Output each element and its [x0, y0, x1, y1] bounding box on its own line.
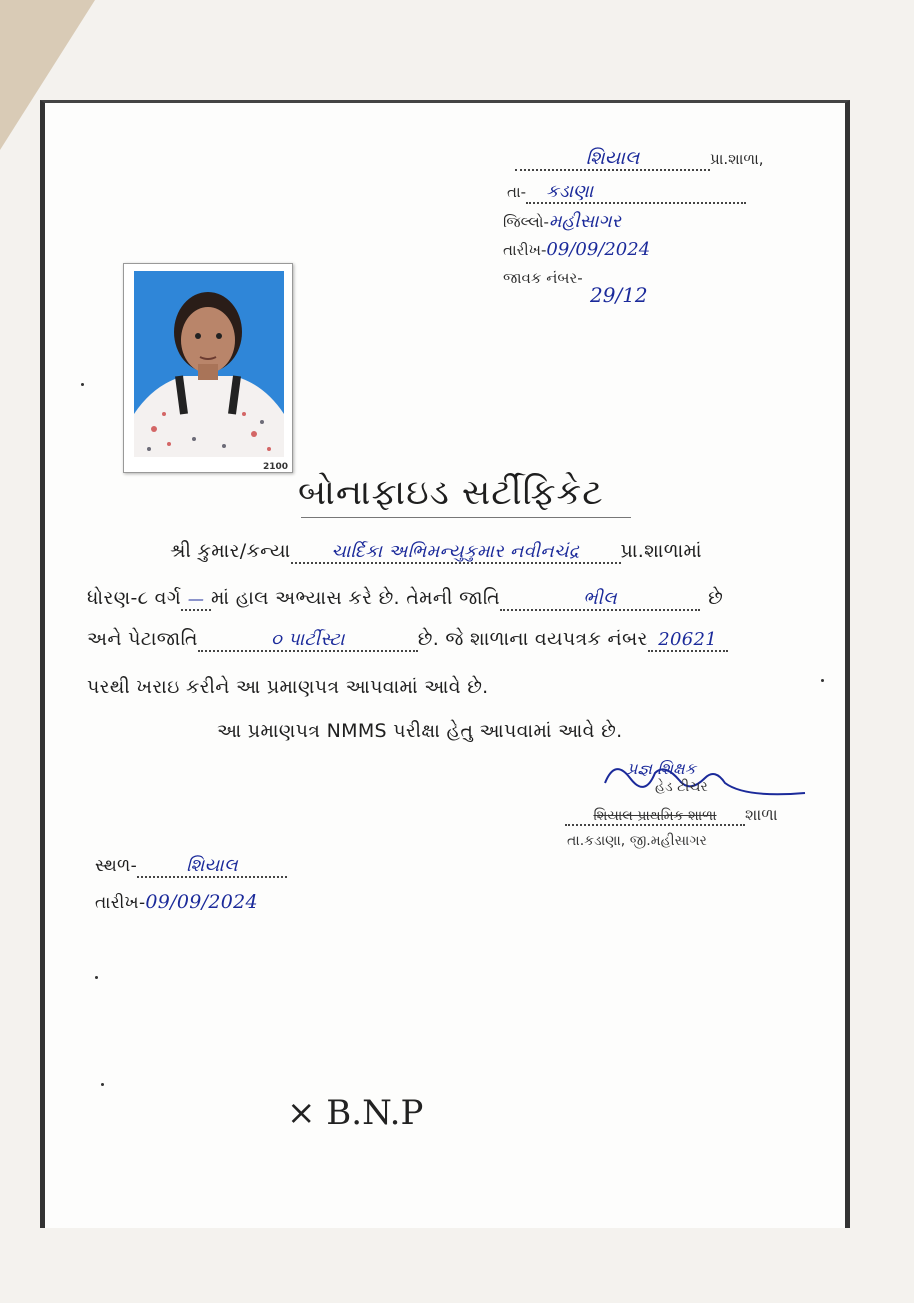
line3-mid: છે. જે શાળાના વયપત્રક નંબર	[417, 628, 648, 650]
header-taluka-hand: કડાણા	[546, 181, 594, 202]
stamp-designation: હેડ ટીચર	[655, 779, 708, 795]
speck	[95, 976, 98, 979]
footer-place-line	[95, 855, 287, 878]
line2-mid: માં હાલ અભ્યાસ કરે છે. તેમની જાતિ	[211, 587, 501, 609]
header-date-label: તારીખ-	[503, 241, 547, 259]
header-outward-label: જાવક નંબર-	[503, 269, 583, 287]
stamp-address: તા.કડાણા, જી.મહીસાગર	[567, 833, 707, 849]
footer-note-hand: × B.N.P	[287, 1093, 424, 1133]
caste-hand: ભીલ	[583, 588, 617, 609]
footer-date-line	[95, 891, 258, 913]
header-taluka-label: તા-	[507, 183, 527, 201]
header-school-line	[515, 147, 764, 171]
header-taluka-line	[507, 181, 746, 204]
register-hand: 20621	[658, 629, 718, 650]
stamp-school-name: શિયાલ પ્રાથમિક શાળા	[565, 808, 745, 826]
header-district-hand: મહીસાગર	[548, 211, 621, 232]
header-outward-hand: 29/12	[590, 283, 648, 307]
speck	[81, 383, 84, 386]
footer-date-label: તારીખ-	[95, 893, 146, 913]
certificate-sheet	[40, 100, 850, 1228]
footer-place-label: સ્થળ-	[95, 856, 138, 876]
stamp-school-suffix: શાળા	[745, 805, 778, 824]
certificate-title: બોનાફાઇડ સર્ટીફિકેટ	[298, 473, 604, 513]
body-line-3	[87, 628, 728, 652]
line3-prefix: અને પેટાજાતિ	[87, 628, 198, 650]
header-district-line	[503, 211, 621, 232]
header-outward-line	[503, 269, 583, 287]
line1-suffix: પ્રા.શાળામાં	[620, 540, 702, 562]
header-school-suffix: પ્રા.શાળા,	[710, 150, 764, 168]
speck	[821, 679, 824, 682]
student-name-hand: ચાર્દિકા અભિમન્યુકુમાર નવીનચંદ્ર	[331, 541, 580, 562]
body-line-1	[170, 540, 702, 564]
header-school-hand: શિયાલ	[585, 147, 640, 169]
header-date-hand: 09/09/2024	[546, 239, 651, 260]
photo-caption: 2100	[262, 462, 288, 472]
student-photo	[123, 263, 293, 473]
title-underline	[301, 517, 631, 518]
line2-suffix: છે	[708, 587, 724, 609]
body-line-4: પરથી ખરાઇ કરીને આ પ્રમાણપત્ર આપવામાં આવે છે.	[87, 676, 489, 698]
header-district-label: જિલ્લો-	[503, 213, 549, 231]
class-hand: —	[187, 589, 205, 608]
body-line-2	[87, 587, 723, 611]
body-line-5: આ પ્રમાણપત્ર NMMS પરીક્ષા હેતુ આપવામાં આવે છે.	[217, 720, 623, 742]
line2-prefix: ધોરણ-૮ વર્ગ	[87, 587, 181, 609]
footer-place-hand: શિયાલ	[186, 855, 238, 876]
signature-hand: પ્રજ્ઞ શિક્ષક	[627, 759, 696, 778]
footer-date-hand: 09/09/2024	[145, 891, 258, 913]
subcaste-hand: ૦ પાર્ટીસ્ટા	[270, 629, 345, 650]
header-date-line	[503, 239, 650, 260]
stamp-school-line	[565, 805, 778, 826]
speck	[101, 1083, 104, 1086]
line1-prefix: શ્રી કુમાર/કન્યા	[170, 540, 291, 562]
